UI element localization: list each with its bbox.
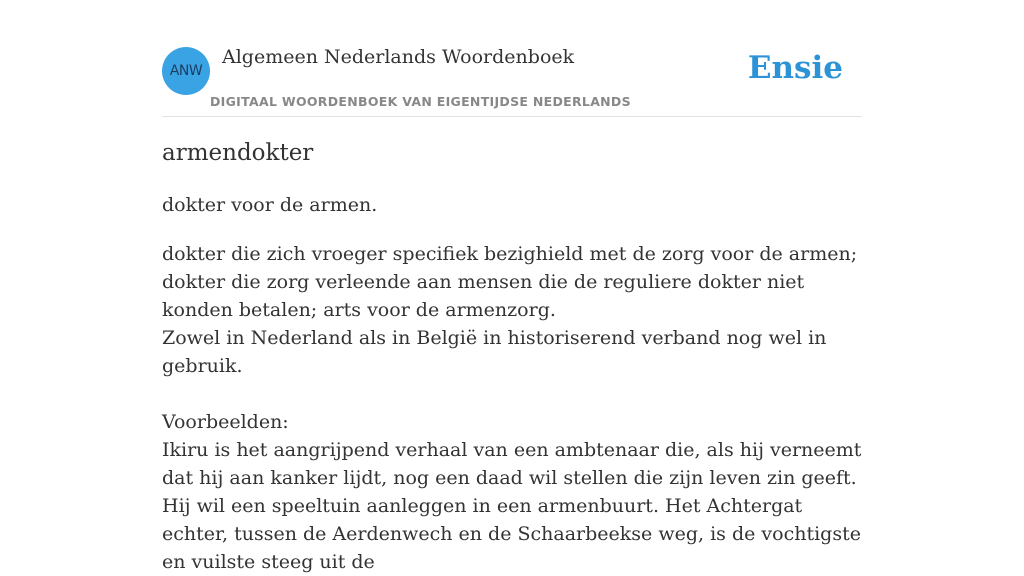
paragraph-spacer [162, 380, 862, 408]
ensie-brand-logo[interactable]: Ensie [747, 50, 843, 86]
usage-note: Zowel in Nederland als in België in historiserend verband nog wel in gebruik. [162, 327, 827, 377]
short-definition: dokter voor de armen. [162, 194, 378, 216]
logo-text: ANW [169, 63, 203, 79]
examples-label: Voorbeelden: [162, 411, 289, 433]
long-definition: dokter die zich vroeger specifiek bezighield met de zorg voor de armen; dokter die zorg verleende aan mensen die de reguliere dokter niet konden betalen; arts voor de armenzorg. [162, 243, 858, 321]
site-header [162, 0, 862, 117]
entry-term: armendokter [162, 140, 314, 166]
anw-logo[interactable] [162, 47, 210, 95]
long-definition-block [162, 240, 862, 576]
site-subtitle: DIGITAAL WOORDENBOEK VAN EIGENTIJDSE NEDERLANDS [210, 94, 631, 109]
example-text: Ikiru is het aangrijpend verhaal van een ambtenaar die, als hij verneemt dat hij aan kanker lijdt, nog een daad wil stellen die zijn leven zin geeft. Hij wil een speeltuin aanleggen in een armenbuurt. Het Achtergat echter, tussen de Aerdenwech en de Schaarbeekse weg, is de vochtigste en vuilste steeg uit de [162, 439, 862, 573]
site-title[interactable]: Algemeen Nederlands Woordenboek [222, 46, 575, 68]
